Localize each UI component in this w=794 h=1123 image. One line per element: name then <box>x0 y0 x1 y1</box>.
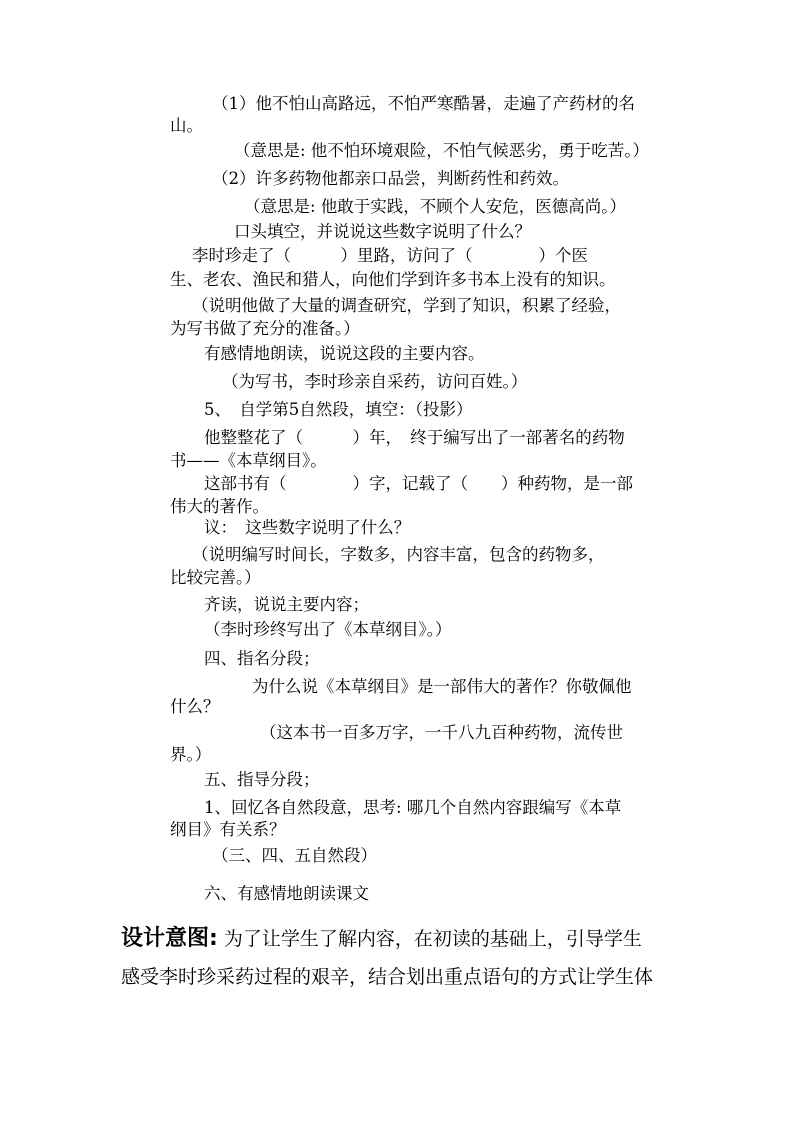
text-line: 山。 <box>170 116 203 135</box>
text-line: 为写书做了充分的准备。） <box>170 319 360 338</box>
text-line: 口头填空，并说说这些数字说明了什么？ <box>234 222 531 241</box>
design-intent-colon: : <box>209 926 218 951</box>
text-line: 齐读，说说主要内容； <box>204 595 369 614</box>
text-line: 这部书有（ ）字，记载了（ ）种药物，是一部 <box>204 474 633 493</box>
text-line: 议： 这些数字说明了什么？ <box>204 518 411 537</box>
text-line: 1、回忆各自然段意，思考: 哪几个自然内容跟编写《本草 <box>204 798 622 817</box>
text-line: 界。） <box>170 745 212 764</box>
text-line: 六、有感情地朗读课文 <box>204 884 369 903</box>
text-line: 五、指导分段； <box>204 770 320 789</box>
text-line: （意思是: 他不怕环境艰险，不怕气候恶劣，勇于吃苦。） <box>234 141 650 160</box>
text-line: （说明他做了大量的调查研究，学到了知识，积累了经验， <box>192 296 621 315</box>
text-line: 他整整花了（ ）年， 终于编写出了一部著名的药物 <box>204 428 625 447</box>
text-line: （三、四、五自然段） <box>212 846 377 865</box>
text-line: （李时珍终写出了《本草纲目》。） <box>204 620 452 639</box>
text-line: 生、老农、渔民和猎人，向他们学到许多书本上没有的知识。 <box>170 270 616 289</box>
text-line: （2）许多药物他都亲口品尝，判断药性和药效。 <box>212 169 569 188</box>
text-line: （说明编写时间长，字数多，内容丰富，包含的药物多， <box>192 545 605 564</box>
text-line: 书——《本草纲目》。 <box>170 451 327 470</box>
design-intent-line-1 <box>121 927 681 951</box>
design-intent-label: 设计意图 <box>121 926 210 951</box>
text-line: （1）他不怕山高路远，不怕严寒酷暑，走遍了产药材的名 <box>212 94 635 113</box>
text-line: （为写书，李时珍亲自采药，访问百姓。） <box>222 372 528 391</box>
design-intent-line-2 <box>121 965 681 989</box>
text-line: 伟大的著作。 <box>170 497 269 516</box>
text-line: 5、 自学第5自然段，填空：（投影） <box>204 400 473 419</box>
text-line: （这本书一百多万字，一千八九百种药物，流传世 <box>260 723 623 742</box>
text-line: （意思是: 他敢于实践，不顾个人安危，医德高尚。） <box>244 197 627 216</box>
design-intent-text: 感受李时珍采药过程的艰辛，结合划出重点语句的方式让学生体 <box>121 966 654 988</box>
design-intent-text: 为了让学生了解内容，在初读的基础上，引导学生 <box>223 928 642 950</box>
text-line: 什么？ <box>170 697 220 716</box>
text-line: 李时珍走了（ ）里路，访问了（ ）个医 <box>192 246 588 265</box>
text-line: 比较完善。） <box>170 568 261 587</box>
text-line: 有感情地朗读，说说这段的主要内容。 <box>204 344 485 363</box>
text-line: 四、指名分段； <box>204 649 320 668</box>
text-line: 纲目》有关系？ <box>170 820 286 839</box>
text-line: 为什么说《本草纲目》是一部伟大的著作？你敬佩他 <box>252 677 632 696</box>
